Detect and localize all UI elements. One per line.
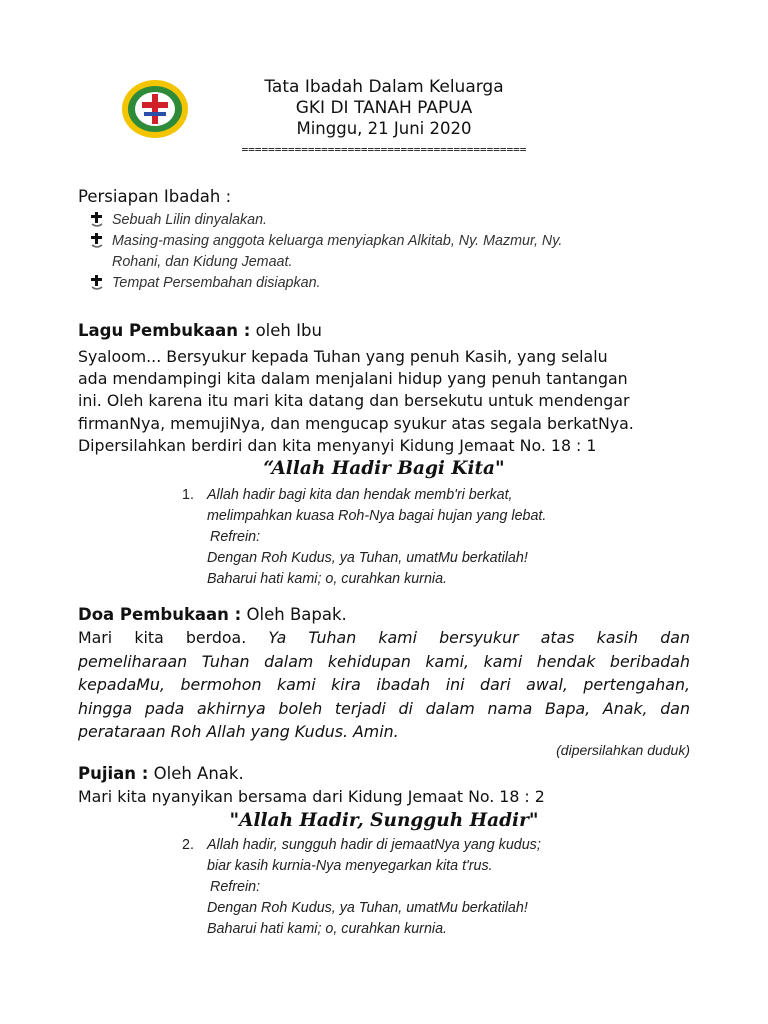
song-title-2: "Allah Hadir, Sungguh Hadir" bbox=[229, 810, 539, 831]
cross-bullet-icon bbox=[90, 275, 104, 291]
doc-title: Tata Ibadah Dalam Keluarga bbox=[264, 77, 504, 97]
instruction-note: (dipersilahkan duduk) bbox=[556, 742, 690, 758]
lagu-pembukaan-heading: Lagu Pembukaan : oleh Ibu bbox=[78, 321, 322, 340]
cross-bullet-icon bbox=[90, 233, 104, 249]
verse-2: 2. Allah hadir, sungguh hadir di jemaatNya yang kudus; biar kasih kurnia-Nya menyegarkan kita t'rus. Refrein: Dengan Roh Kudus, ya Tuhan, umatMu berkatilah! Baharui hati kami; o, curahkan kurnia. bbox=[182, 837, 541, 937]
header-rule: =========================================== bbox=[241, 143, 527, 156]
doa-pembukaan-heading: Doa Pembukaan : Oleh Bapak. bbox=[78, 605, 347, 624]
cross-bullet-icon bbox=[90, 212, 104, 228]
verse-1: 1. Allah hadir bagi kita dan hendak memb'ri berkat, melimpahkan kuasa Roh-Nya bagai hujan yang lebat. Refrein: Dengan Roh Kudus, ya Tuhan, umatMu berkatilah! Baharui hati kami; o, curahkan kurnia. bbox=[182, 487, 547, 587]
pujian-text: Mari kita nyanyikan bersama dari Kidung Jemaat No. 18 : 2 bbox=[78, 787, 545, 806]
church-name: GKI DI TANAH PAPUA bbox=[295, 98, 473, 118]
persiapan-list bbox=[90, 210, 690, 294]
persiapan-heading: Persiapan Ibadah : bbox=[78, 187, 232, 206]
list-item: Sebuah Lilin dinyalakan. bbox=[90, 210, 690, 231]
doa-pembukaan-text: Mari kita berdoa. Ya Tuhan kami bersyukur atas kasih dan pemeliharaan Tuhan dalam kehidupan kami, kami hendak beribadah kepadaMu, bermohon kami kira ibadah ini dari awal, pertengahan, hingga pada akhirnya boleh terjadi di dalam nama Bapa, Anak, dan perataraan Roh Allah yang Kudus. Amin. bbox=[78, 628, 690, 741]
list-item: Tempat Persembahan disiapkan. bbox=[90, 273, 690, 294]
list-item: Masing-masing anggota keluarga menyiapkan Alkitab, Ny. Mazmur, Ny. Rohani, dan Kidung Jemaat. bbox=[90, 231, 690, 273]
pujian-heading: Pujian : Oleh Anak. bbox=[78, 764, 244, 783]
song-title-1: “Allah Hadir Bagi Kita" bbox=[263, 458, 505, 479]
lagu-pembukaan-text: Syaloom... Bersyukur kepada Tuhan yang penuh Kasih, yang selalu ada mendampingi kita dalam menjalani hidup yang penuh tantangan ini. Oleh karena itu mari kita datang dan bersekutu untuk mendengar firmanNya, memujiNya, dan mengucap syukur atas segala berkatNya. Dipersilahkan berdiri dan kita menyanyi Kidung Jemaat No. 18 : 1 bbox=[78, 347, 634, 455]
service-date: Minggu, 21 Juni 2020 bbox=[296, 119, 472, 138]
